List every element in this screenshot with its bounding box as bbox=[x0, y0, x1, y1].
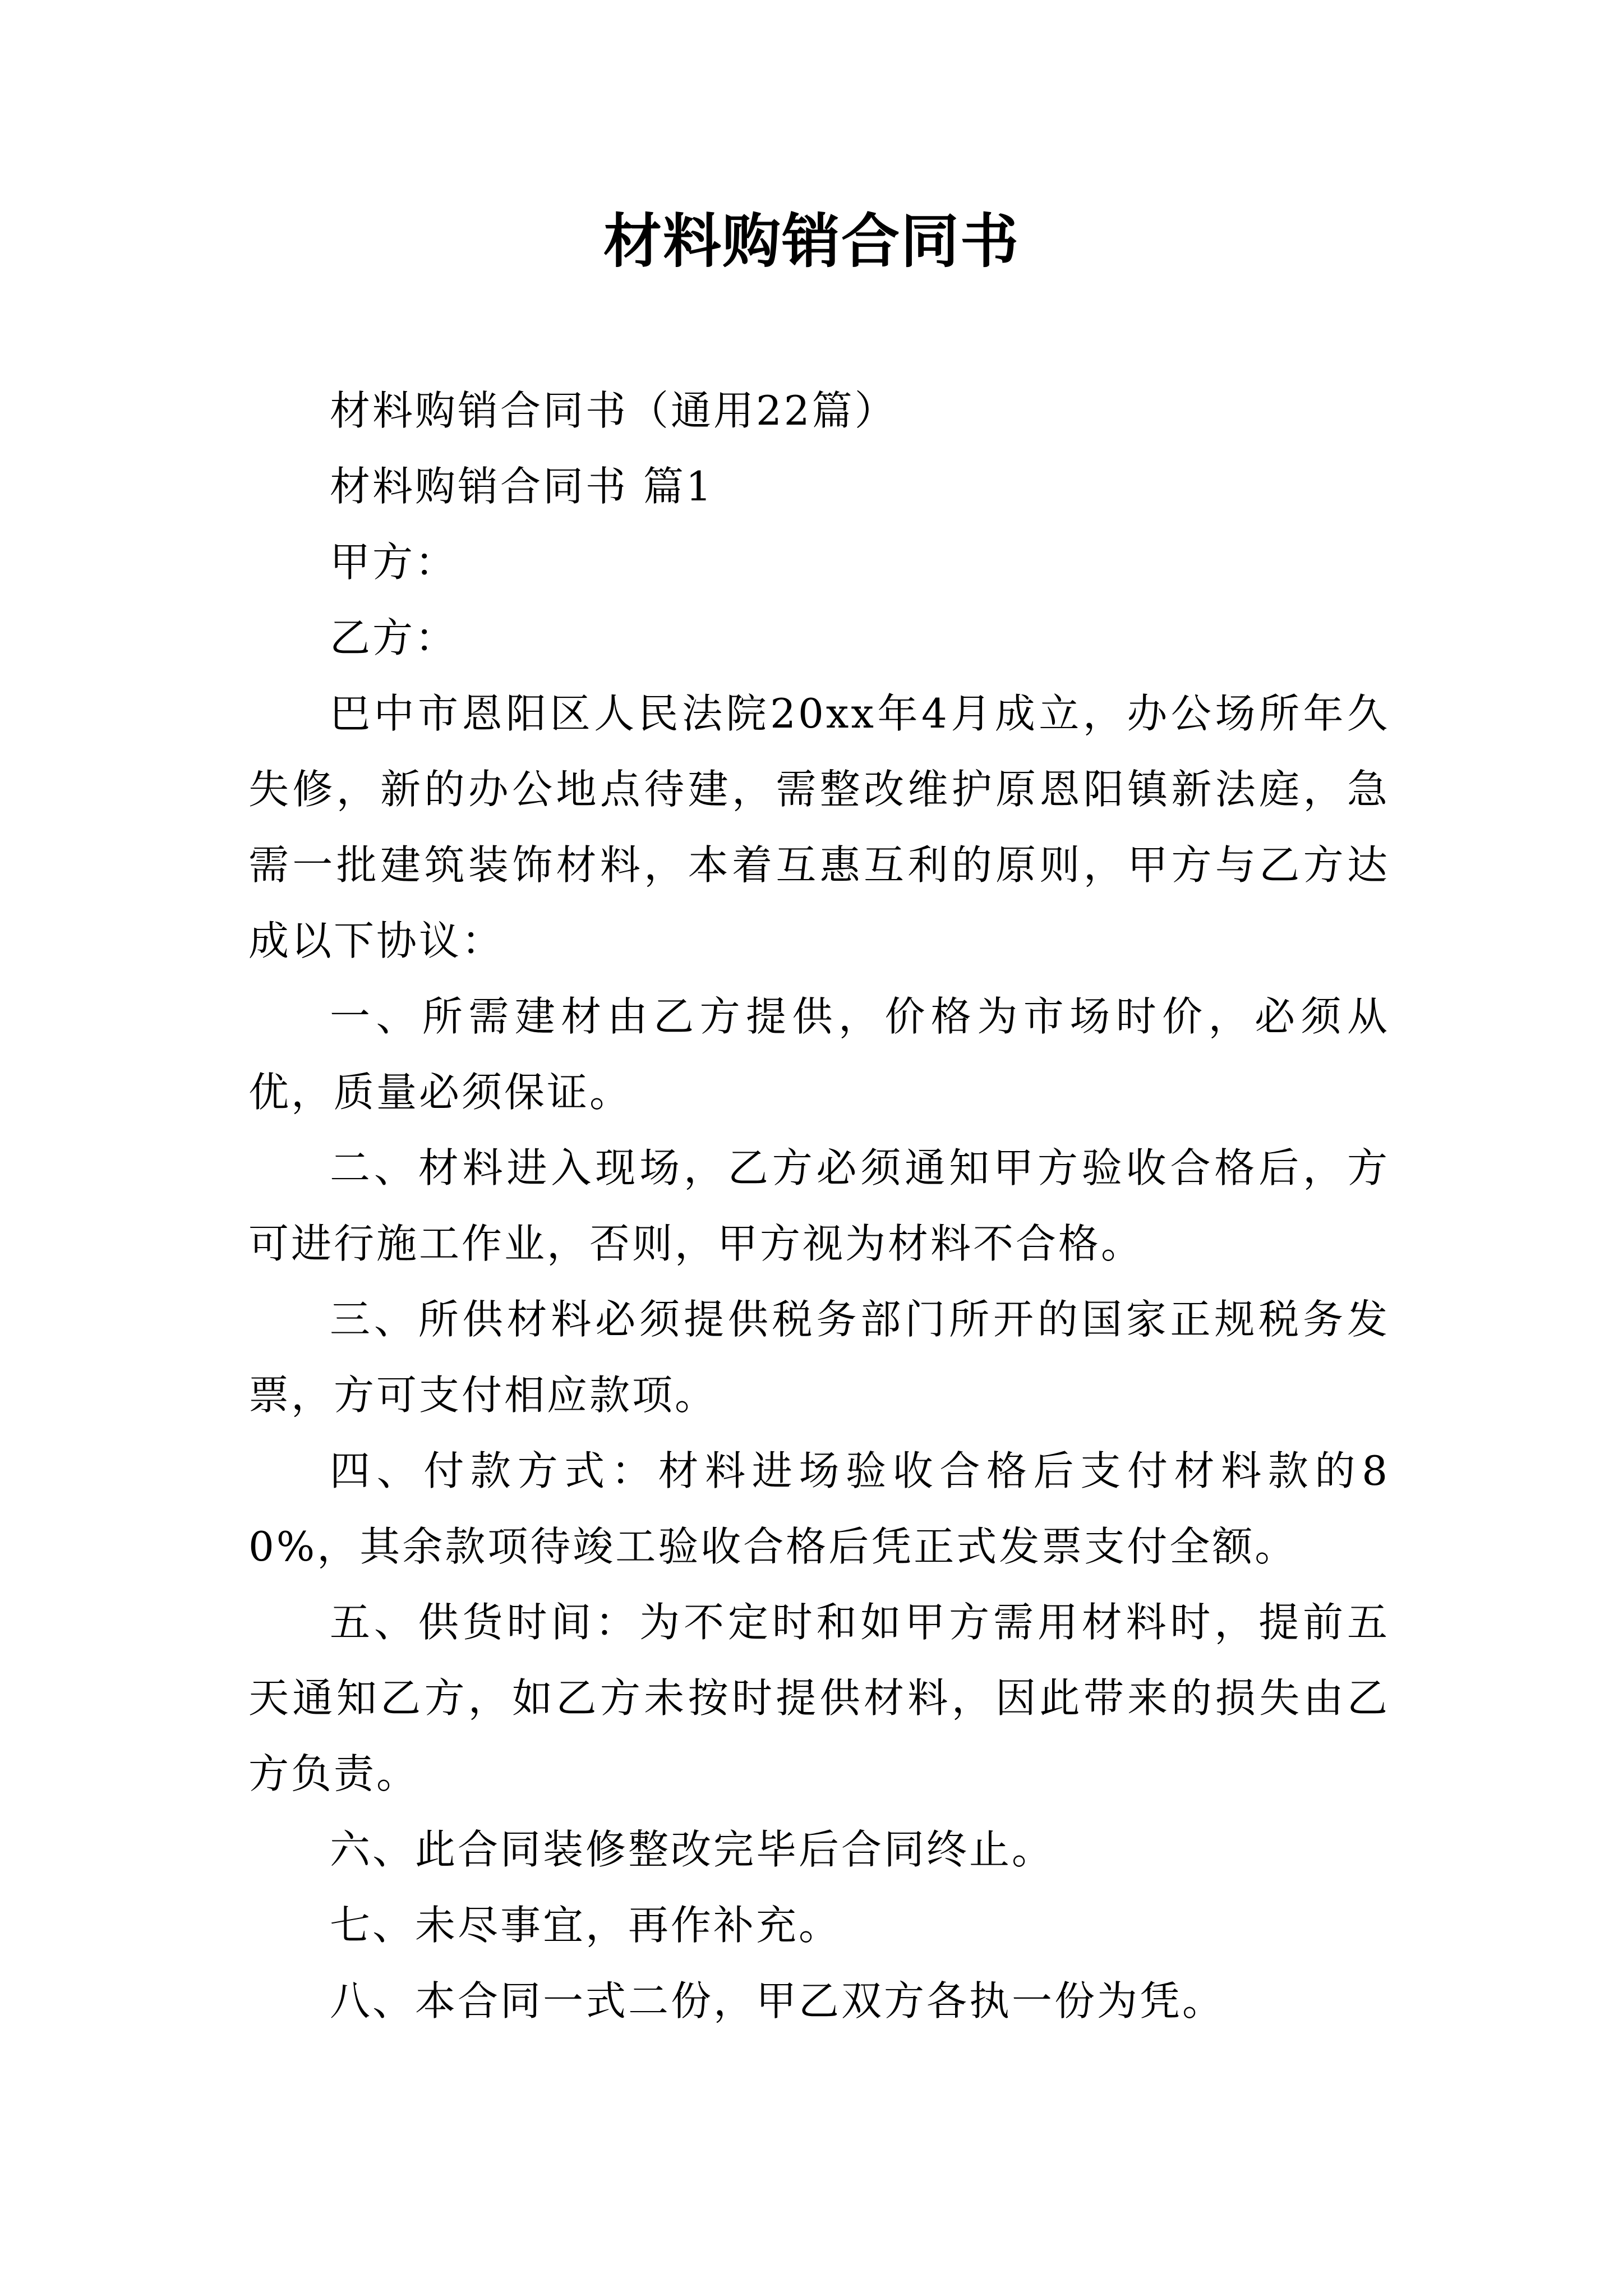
clause-3: 三、所供材料必须提供税务部门所开的国家正规税务发票，方可支付相应款项。 bbox=[248, 1296, 1390, 1419]
clause-7: 七、未尽事宜，再作补充。 bbox=[330, 1902, 842, 1949]
preamble-paragraph: 巴中市恩阳区人民法院20xx年4月成立，办公场所年久失修，新的办公地点待建，需整改维护原恩阳镇新法庭，急需一批建筑装饰材料，本着互惠互利的原则，甲方与乙方达成以下协议： bbox=[248, 690, 1390, 964]
document-body bbox=[248, 373, 1390, 2039]
party-b-line: 乙方： bbox=[330, 614, 458, 661]
document-title: 材料购销合同书 bbox=[603, 206, 1020, 275]
clause-8: 八、本合同一式二份，甲乙双方各执一份为凭。 bbox=[330, 1977, 1225, 2024]
party-a-line: 甲方： bbox=[330, 539, 458, 586]
section-heading: 材料购销合同书 篇1 bbox=[330, 463, 714, 510]
subtitle-line: 材料购销合同书（通用22篇） bbox=[330, 387, 897, 434]
clause-4: 四、付款方式：材料进场验收合格后支付材料款的80%，其余款项待竣工验收合格后凭正式发票支付全额。 bbox=[248, 1447, 1390, 1570]
clause-1: 一、所需建材由乙方提供，价格为市场时价，必须从优，质量必须保证。 bbox=[248, 993, 1390, 1116]
clause-5: 五、供货时间：为不定时和如甲方需用材料时，提前五天通知乙方，如乙方未按时提供材料，因此带来的损失由乙方负责。 bbox=[248, 1599, 1390, 1797]
clause-2: 二、材料进入现场，乙方必须通知甲方验收合格后，方可进行施工作业，否则，甲方视为材料不合格。 bbox=[248, 1144, 1390, 1267]
clause-6: 六、此合同装修整改完毕后合同终止。 bbox=[330, 1826, 1055, 1873]
